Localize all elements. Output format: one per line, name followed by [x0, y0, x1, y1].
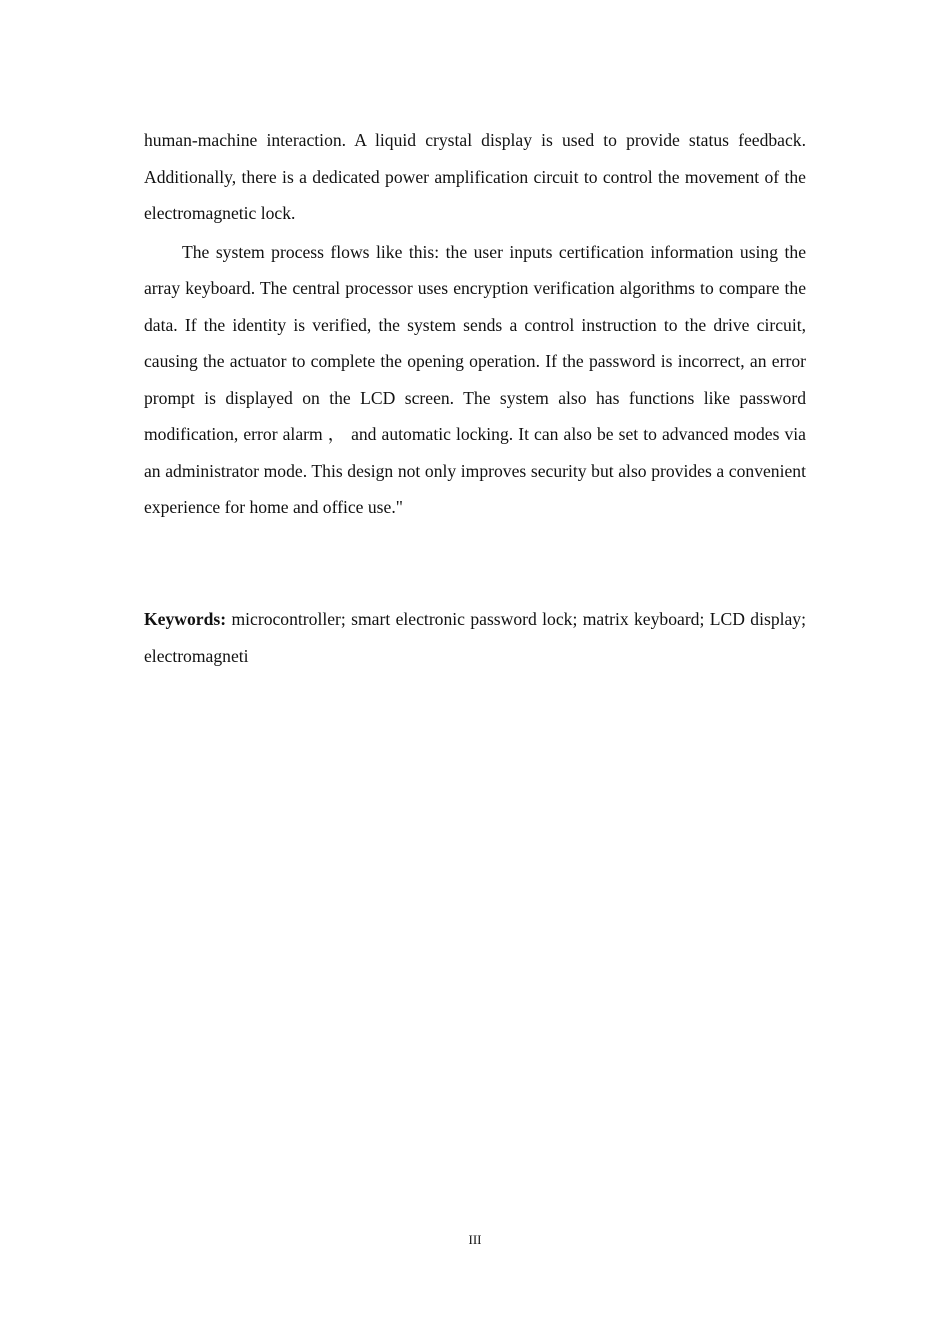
keywords-label: Keywords: [144, 609, 227, 629]
keywords-text: microcontroller; smart electronic password lock; matrix keyboard; LCD display; electromagneti [144, 609, 806, 666]
page-number: III [468, 1232, 482, 1247]
paragraph-intro-continuation: human-machine interaction. A liquid crystal display is used to provide status feedback. Additionally, there is a dedicated power amplification circuit to control the movement of the electromagnetic lock. [144, 130, 806, 223]
keywords-line [144, 601, 806, 674]
abstract-body [144, 122, 806, 526]
paragraph-system-process: The system process flows like this: the user inputs certification information using the array keyboard. The central processor uses encryption verification algorithms to compare the data. If the identity is verified, the system sends a control instruction to the drive circuit, causing the actuator to complete the opening operation. If the password is incorrect, an error prompt is displayed on the LCD screen. The system also has functions like password modification, error alarm ， and automatic locking. It can also be set to advanced modes via an administrator mode. This design not only improves security but also provides a convenient experience for home and office use." [144, 241, 806, 517]
